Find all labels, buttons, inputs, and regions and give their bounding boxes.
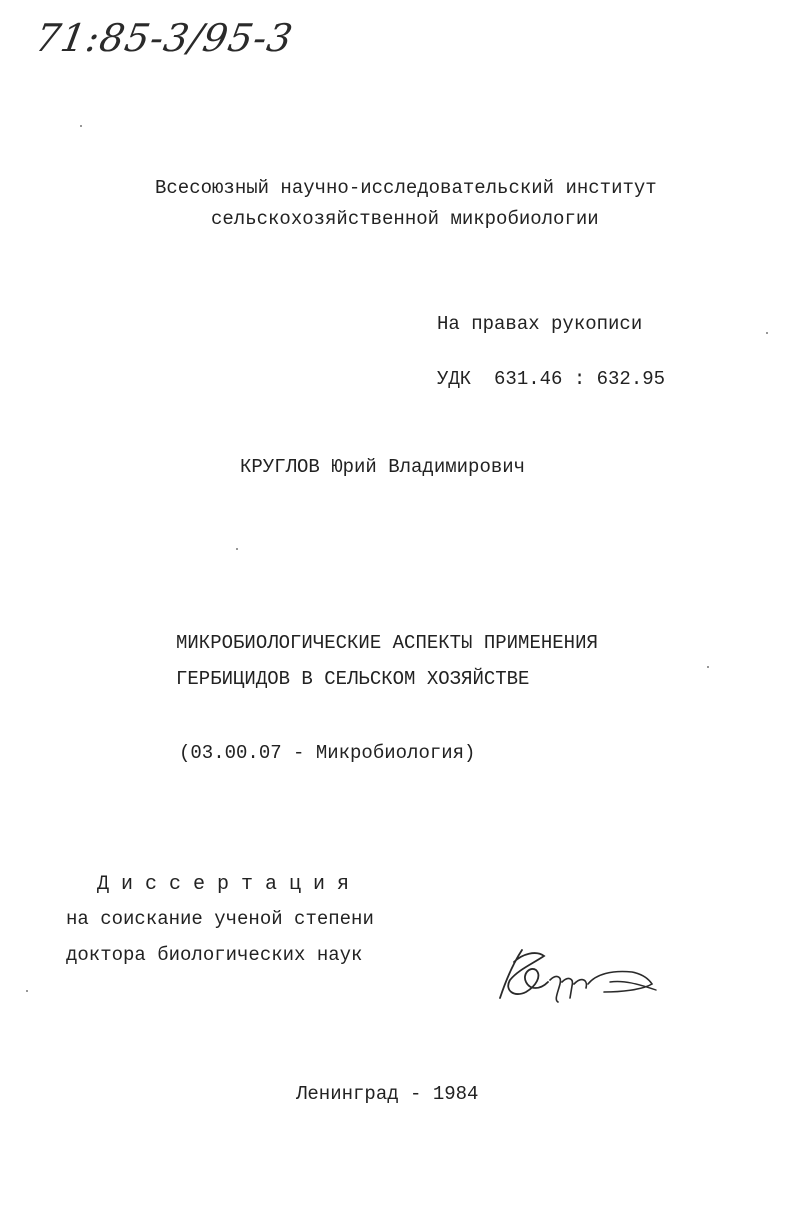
manuscript-rights: На правах рукописи (437, 313, 643, 335)
institute-line-2: сельскохозяйственной микробиологии (211, 208, 599, 230)
degree-line-2: на соискание ученой степени (66, 908, 374, 930)
institute-line-1: Всесоюзный научно-исследовательский институт (155, 177, 657, 199)
degree-line-3: доктора биологических наук (66, 944, 363, 966)
paper-speck (236, 548, 238, 550)
title-line-2: ГЕРБИЦИДОВ В СЕЛЬСКОМ ХОЗЯЙСТВЕ (176, 668, 530, 690)
degree-heading: Д и с с е р т а ц и я (97, 873, 350, 896)
author-name: КРУГЛОВ Юрий Владимирович (240, 456, 526, 478)
archive-mark: 71:85-3/95-3 (32, 16, 297, 60)
paper-speck (707, 666, 709, 668)
title-line-1: МИКРОБИОЛОГИЧЕСКИЕ АСПЕКТЫ ПРИМЕНЕНИЯ (176, 632, 598, 654)
udc-code: УДК 631.46 : 632.95 (437, 368, 666, 390)
paper-speck (80, 125, 82, 127)
paper-speck (766, 332, 768, 334)
handwritten-signature (492, 940, 662, 1020)
place-year: Ленинград - 1984 (296, 1083, 479, 1105)
paper-speck (26, 990, 28, 992)
specialty-code: (03.00.07 - Микробиология) (179, 742, 476, 764)
